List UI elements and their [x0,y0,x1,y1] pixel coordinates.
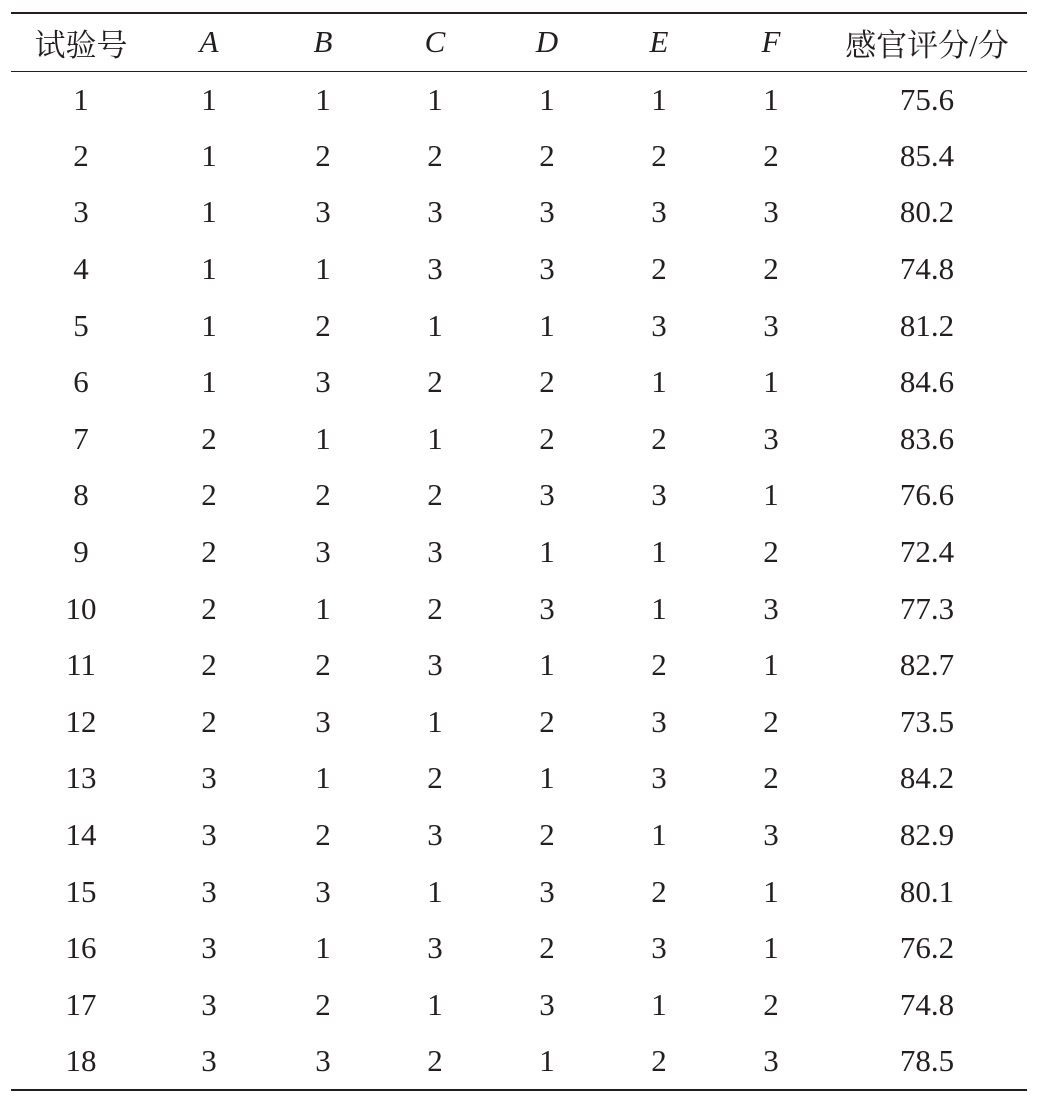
cell-factor-c: 3 [427,194,443,230]
cell-factor-b: 3 [315,364,331,400]
cell-factor-e: 3 [651,930,667,966]
cell-factor-b: 2 [315,307,331,343]
cell-factor-f: 1 [763,477,779,513]
cell-factor-e: 1 [651,817,667,853]
table-row [11,128,1027,185]
cell-factor-d: 1 [539,307,555,343]
cell-factor-d: 2 [539,703,555,739]
cell-factor-c: 1 [427,986,443,1022]
cell-factor-f: 1 [763,873,779,909]
cell-trial-number: 8 [73,477,89,513]
cell-factor-b: 1 [315,81,331,117]
cell-factor-a: 1 [201,251,217,287]
table-body [11,71,1027,1090]
cell-factor-f: 3 [763,817,779,853]
table-row [11,467,1027,524]
cell-factor-d: 2 [539,364,555,400]
cell-sensory-score: 81.2 [899,307,955,343]
cell-factor-b: 3 [315,534,331,570]
cell-factor-f: 2 [763,703,779,739]
cell-factor-f: 1 [763,81,779,117]
cell-factor-b: 2 [315,137,331,173]
cell-factor-a: 1 [201,137,217,173]
orthogonal-test-table [11,12,1027,1091]
table-row [11,241,1027,298]
table-row [11,807,1027,864]
cell-factor-d: 2 [539,930,555,966]
cell-trial-number: 18 [65,1042,97,1078]
table-row [11,297,1027,354]
orthogonal-test-table-container [11,12,1027,1091]
table-row [11,750,1027,807]
cell-factor-d: 1 [539,81,555,117]
header-factor-b: B [313,24,333,60]
cell-trial-number: 13 [65,760,97,796]
cell-factor-a: 2 [201,477,217,513]
cell-factor-d: 3 [539,477,555,513]
cell-sensory-score: 73.5 [899,703,955,739]
cell-factor-d: 3 [539,251,555,287]
cell-factor-e: 3 [651,760,667,796]
cell-trial-number: 16 [65,930,97,966]
cell-sensory-score: 76.6 [899,477,955,513]
cell-factor-d: 1 [539,534,555,570]
cell-factor-d: 1 [539,1042,555,1078]
cell-factor-c: 2 [427,760,443,796]
cell-factor-a: 3 [201,760,217,796]
table-row [11,71,1027,128]
table-row [11,354,1027,411]
cell-trial-number: 2 [73,137,89,173]
cell-factor-a: 3 [201,817,217,853]
cell-factor-f: 3 [763,590,779,626]
cell-factor-b: 2 [315,817,331,853]
cell-sensory-score: 77.3 [899,590,955,626]
cell-factor-b: 1 [315,930,331,966]
cell-factor-a: 2 [201,590,217,626]
cell-factor-d: 3 [539,986,555,1022]
cell-sensory-score: 75.6 [899,81,955,117]
cell-trial-number: 3 [73,194,89,230]
cell-sensory-score: 83.6 [899,420,955,456]
cell-factor-a: 1 [201,307,217,343]
table-row [11,637,1027,694]
table-row [11,1033,1027,1090]
cell-trial-number: 10 [65,590,97,626]
cell-factor-e: 1 [651,364,667,400]
cell-factor-f: 3 [763,307,779,343]
cell-sensory-score: 82.9 [899,817,955,853]
cell-factor-f: 1 [763,930,779,966]
cell-trial-number: 14 [65,817,97,853]
cell-sensory-score: 80.2 [899,194,955,230]
cell-sensory-score: 84.2 [899,760,955,796]
cell-factor-c: 1 [427,873,443,909]
cell-trial-number: 1 [73,81,89,117]
cell-factor-f: 3 [763,420,779,456]
cell-factor-c: 2 [427,1042,443,1078]
cell-factor-a: 1 [201,364,217,400]
cell-factor-e: 3 [651,703,667,739]
cell-factor-a: 2 [201,420,217,456]
cell-factor-d: 2 [539,817,555,853]
cell-factor-c: 1 [427,703,443,739]
cell-factor-f: 2 [763,986,779,1022]
cell-factor-f: 2 [763,137,779,173]
cell-factor-f: 2 [763,251,779,287]
cell-factor-d: 3 [539,873,555,909]
cell-factor-f: 2 [763,760,779,796]
cell-factor-e: 2 [651,647,667,683]
header-sensory-score: 感官评分/分 [845,27,1009,63]
cell-factor-a: 3 [201,873,217,909]
cell-factor-d: 2 [539,420,555,456]
header-factor-c: C [424,24,446,60]
cell-trial-number: 7 [73,420,89,456]
cell-factor-c: 3 [427,647,443,683]
cell-factor-e: 3 [651,477,667,513]
cell-factor-e: 3 [651,194,667,230]
cell-sensory-score: 82.7 [899,647,955,683]
table-row [11,524,1027,581]
cell-factor-a: 1 [201,81,217,117]
cell-factor-d: 3 [539,194,555,230]
cell-factor-c: 2 [427,477,443,513]
cell-factor-e: 1 [651,534,667,570]
cell-factor-d: 3 [539,590,555,626]
cell-factor-c: 3 [427,534,443,570]
cell-factor-c: 1 [427,81,443,117]
cell-factor-b: 1 [315,420,331,456]
cell-trial-number: 11 [66,647,96,683]
cell-factor-f: 1 [763,364,779,400]
cell-sensory-score: 84.6 [899,364,955,400]
header-factor-f: F [761,24,781,60]
cell-factor-a: 2 [201,534,217,570]
cell-sensory-score: 74.8 [899,251,955,287]
header-row [11,13,1027,71]
cell-factor-f: 2 [763,534,779,570]
cell-factor-a: 3 [201,1042,217,1078]
cell-factor-e: 3 [651,307,667,343]
cell-trial-number: 6 [73,364,89,400]
cell-factor-d: 1 [539,760,555,796]
table-row [11,411,1027,468]
cell-sensory-score: 76.2 [899,930,955,966]
cell-factor-c: 2 [427,137,443,173]
cell-factor-e: 2 [651,137,667,173]
table-row [11,694,1027,751]
cell-factor-b: 1 [315,590,331,626]
cell-factor-a: 3 [201,986,217,1022]
header-factor-e: E [649,24,669,60]
cell-factor-a: 2 [201,703,217,739]
cell-factor-b: 2 [315,986,331,1022]
cell-trial-number: 4 [73,251,89,287]
cell-factor-c: 2 [427,590,443,626]
cell-trial-number: 17 [65,986,97,1022]
cell-factor-d: 1 [539,647,555,683]
cell-factor-e: 2 [651,420,667,456]
cell-sensory-score: 72.4 [899,534,955,570]
cell-factor-e: 2 [651,873,667,909]
table-header [11,13,1027,71]
cell-factor-b: 3 [315,703,331,739]
cell-sensory-score: 78.5 [899,1042,955,1078]
cell-trial-number: 15 [65,873,97,909]
cell-factor-c: 2 [427,364,443,400]
cell-factor-f: 3 [763,1042,779,1078]
header-factor-d: D [535,24,559,60]
cell-factor-c: 1 [427,307,443,343]
cell-factor-e: 2 [651,251,667,287]
cell-factor-b: 3 [315,873,331,909]
table-row [11,977,1027,1034]
cell-factor-c: 3 [427,930,443,966]
cell-factor-e: 1 [651,986,667,1022]
table-row [11,863,1027,920]
cell-factor-b: 1 [315,760,331,796]
cell-sensory-score: 74.8 [899,986,955,1022]
cell-trial-number: 5 [73,307,89,343]
cell-trial-number: 12 [65,703,97,739]
cell-factor-d: 2 [539,137,555,173]
cell-factor-e: 1 [651,81,667,117]
cell-factor-c: 3 [427,817,443,853]
cell-factor-f: 1 [763,647,779,683]
cell-factor-a: 3 [201,930,217,966]
cell-factor-a: 2 [201,647,217,683]
cell-factor-b: 2 [315,647,331,683]
cell-sensory-score: 85.4 [899,137,955,173]
table-row [11,920,1027,977]
cell-factor-c: 3 [427,251,443,287]
cell-factor-b: 3 [315,194,331,230]
cell-factor-e: 2 [651,1042,667,1078]
header-trial-number: 试验号 [34,27,128,63]
cell-sensory-score: 80.1 [899,873,955,909]
cell-factor-b: 1 [315,251,331,287]
table-row [11,184,1027,241]
header-factor-a: A [199,24,219,60]
cell-factor-b: 2 [315,477,331,513]
cell-factor-f: 3 [763,194,779,230]
table-row [11,580,1027,637]
cell-factor-c: 1 [427,420,443,456]
cell-factor-b: 3 [315,1042,331,1078]
cell-factor-a: 1 [201,194,217,230]
cell-trial-number: 9 [73,534,89,570]
cell-factor-e: 1 [651,590,667,626]
